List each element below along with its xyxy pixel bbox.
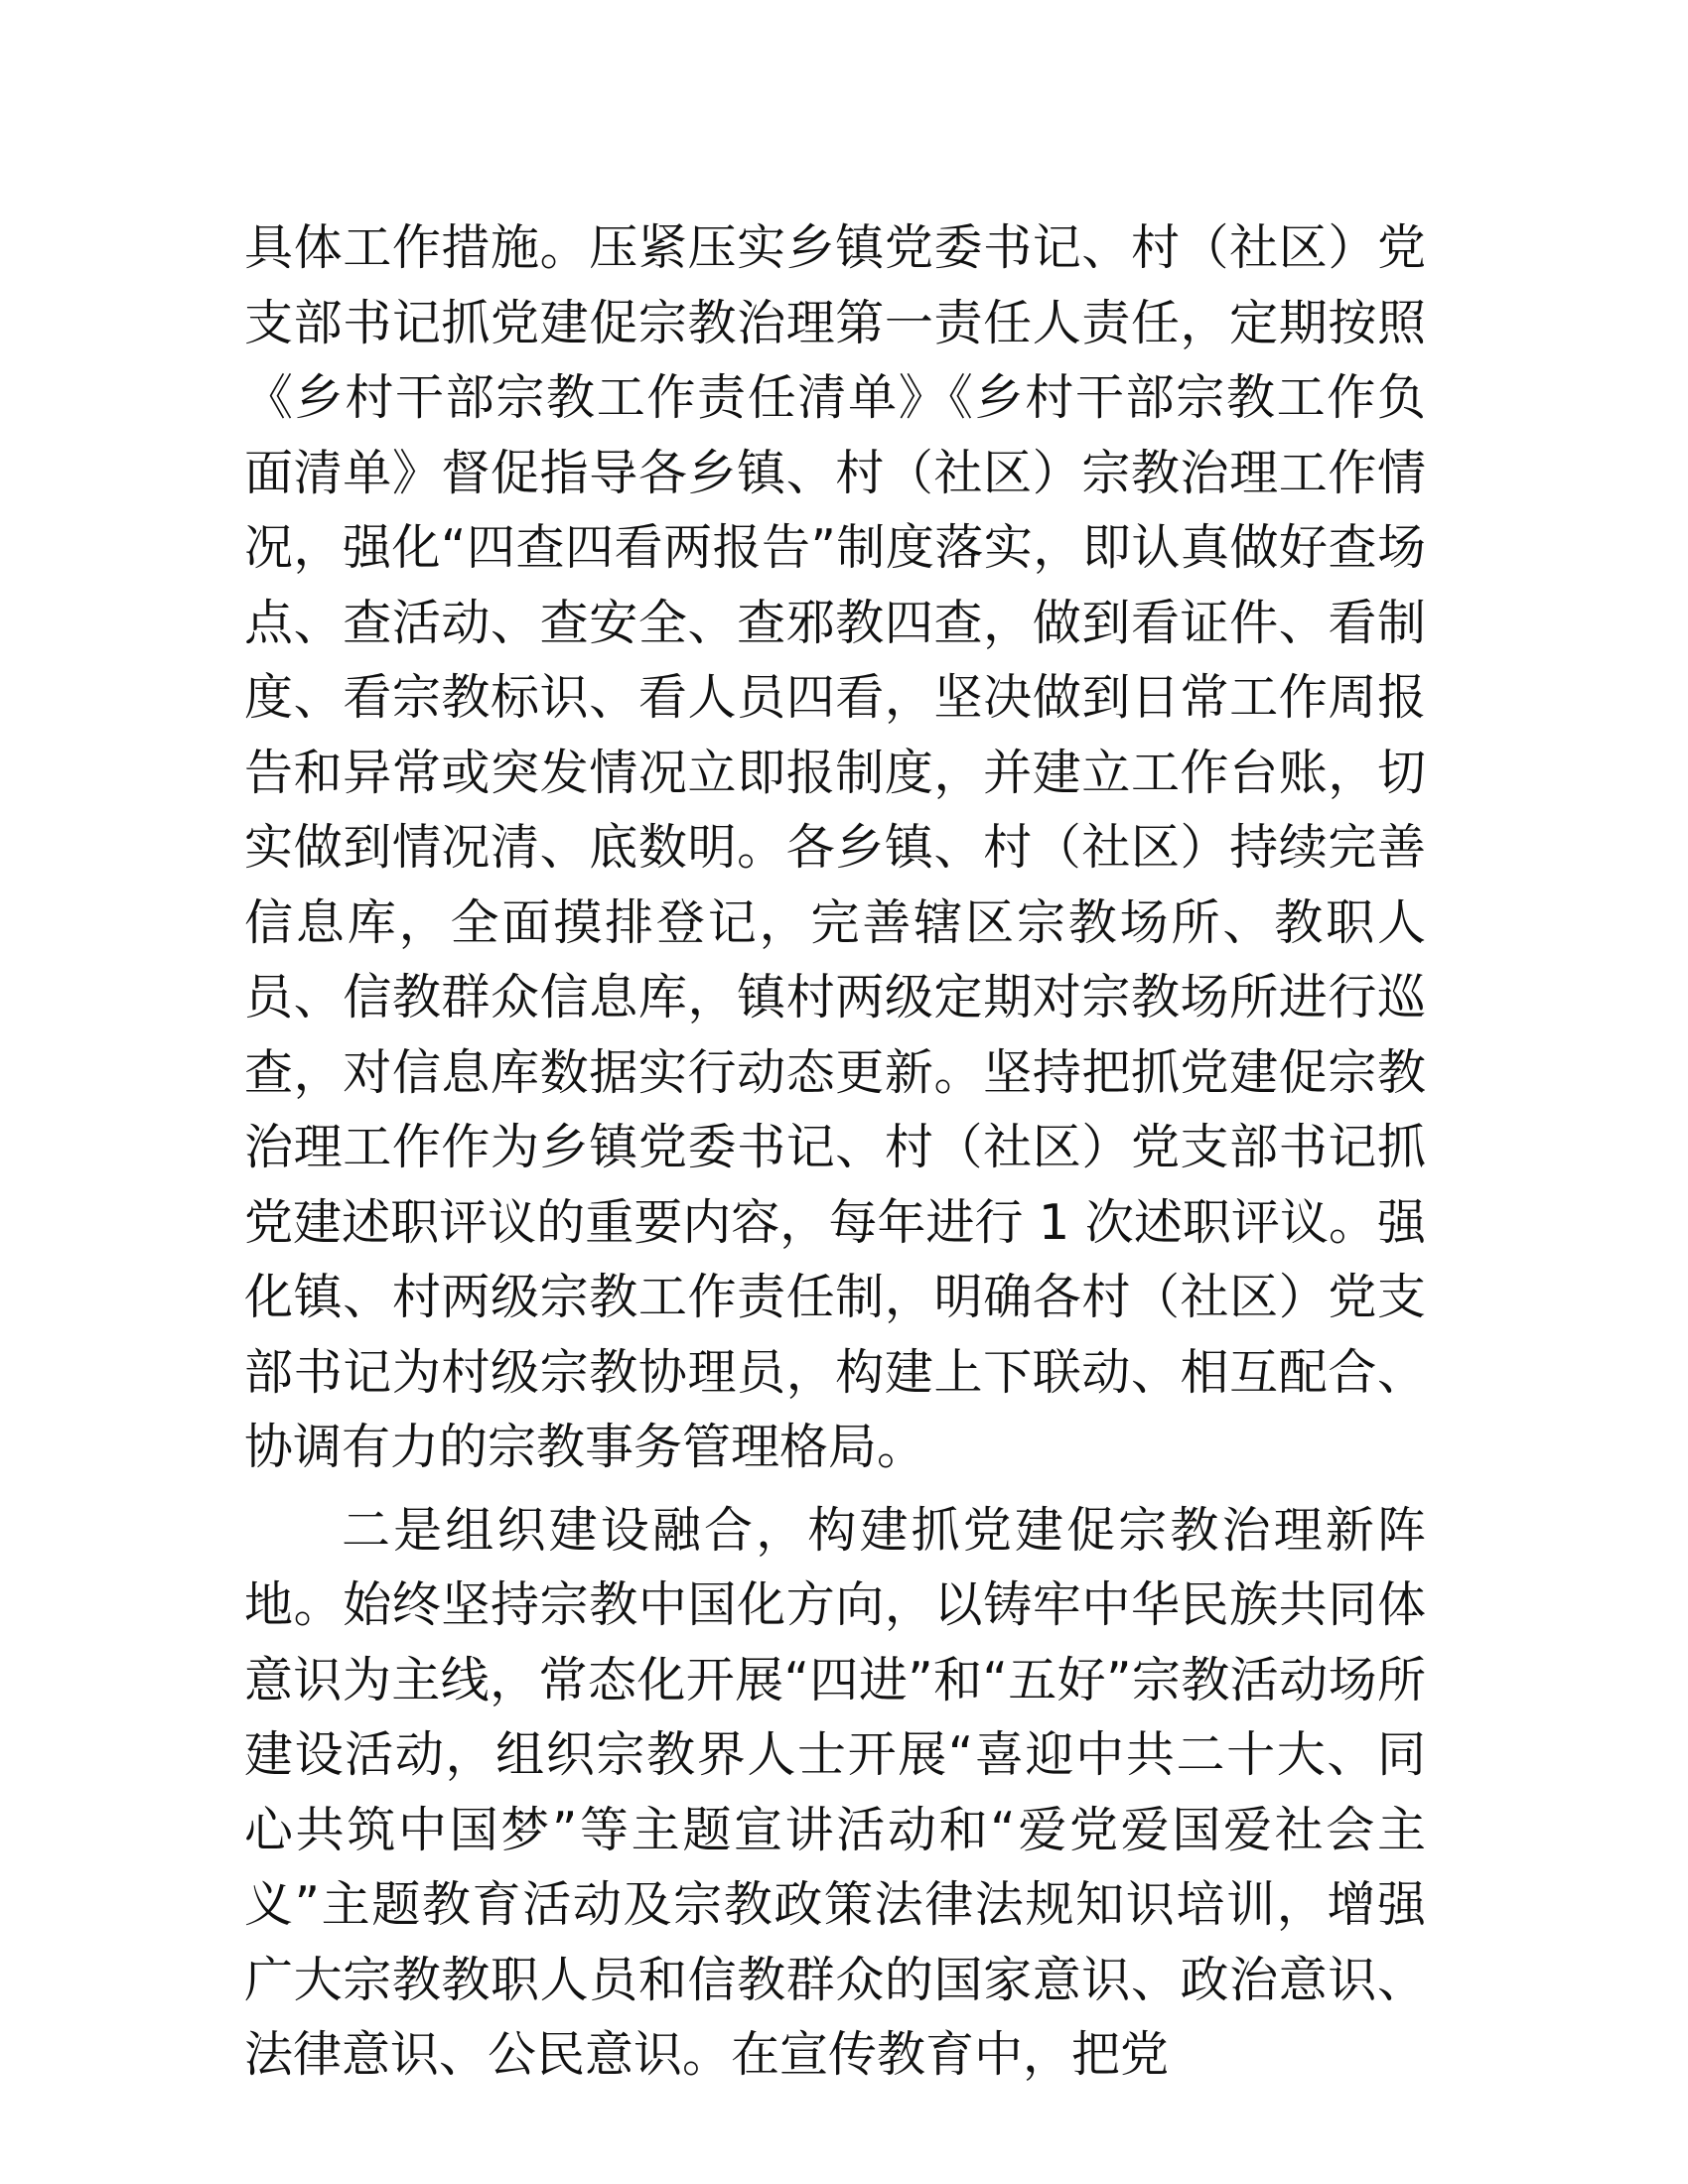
paragraph-continuation: 具体工作措施。压紧压实乡镇党委书记、村（社区）党支部书记抓党建促宗教治理第一责任人责任，定期按照《乡村干部宗教工作责任清单》《乡村干部宗教工作负面清单》督促指导各乡镇、村（社区）宗教治理工作情况，强化“四查四看两报告”制度落实，即认真做好查场点、查活动、查安全、查邪教四查，做到看证件、看制度、看宗教标识、看人员四看，坚决做到日常工作周报告和异常或突发情况立即报制度，并建立工作台账，切实做到情况清、底数明。各乡镇、村（社区）持续完善信息库，全面摸排登记，完善辖区宗教场所、教职人员、信教群众信息库，镇村两级定期对宗教场所进行巡查，对信息库数据实行动态更新。坚持把抓党建促宗教治理工作作为乡镇党委书记、村（社区）党支部书记抓党建述职评议的重要内容，每年进行 1 次述职评议。强化镇、村两级宗教工作责任制，明确各村（社区）党支部书记为村级宗教协理员，构建上下联动、相互配合、协调有力的宗教事务管理格局。 xyxy=(244,219,1426,1475)
body-text xyxy=(244,210,1426,2093)
paragraph-organization-building: 二是组织建设融合，构建抓党建促宗教治理新阵地。始终坚持宗教中国化方向，以铸牢中华民族共同体意识为主线，常态化开展“四进”和“五好”宗教活动场所建设活动，组织宗教界人士开展“喜迎中共二十大、同心共筑中国梦”等主题宣讲活动和“爱党爱国爱社会主义”主题教育活动及宗教政策法律法规知识培训，增强广大宗教教职人员和信教群众的国家意识、政治意识、法律意识、公民意识。在宣传教育中，把党 xyxy=(244,1501,1426,2083)
